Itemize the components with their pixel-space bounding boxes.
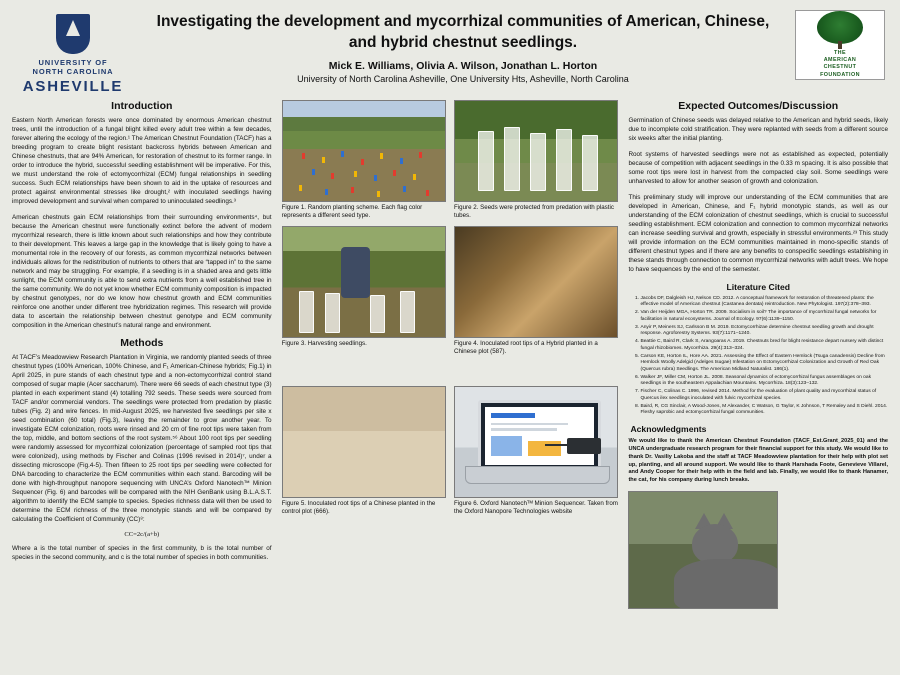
page-title: Investigating the development and mycorrhizal communities of American, Chinese, and hybrid chestnut seedlings. xyxy=(156,13,770,51)
unc-logo-line2: NORTH CAROLINA xyxy=(32,67,114,77)
figure-cat xyxy=(628,491,778,609)
chestnut-tree-icon xyxy=(817,11,863,44)
unc-shield-icon xyxy=(56,14,90,54)
poster-columns xyxy=(12,100,888,665)
cat-body xyxy=(674,559,779,609)
title-block xyxy=(134,8,792,84)
author-list: Mick E. Williams, Olivia A. Wilson, Jonathan L. Horton xyxy=(328,59,598,72)
figure-5-image xyxy=(282,386,446,498)
figure-4 xyxy=(454,226,618,356)
column-left xyxy=(12,100,272,665)
laptop-illustration xyxy=(478,400,601,472)
figure-2-caption: Figure 2. Seeds were protected from predation with plastic tubes. xyxy=(454,204,614,220)
list-item: 6. Walker JF, Miller CM, Horton JL. 2008. Seasonal dynamics of ectomycorrhizal fungus assemblages on oak seedlings in the southeastern Appalachian Mountains. Mycorrhiza. 18(3):123–132. xyxy=(640,375,888,388)
methods-paragraph-1: At TACF’s Meadowview Research Plantation in Virginia, we randomly planted seeds of three chestnut types (100% American, 100% Chinese, and F₁ American-Chinese hybrids; Fig.1) in April 2025, in pure stands of each chestnut type and a non-ectomycorrhizal control stand composed of sugar maple (Acer saccharum). There were 66 seeds of each chestnut type (3) planted in each experiment stand (4) totalling 792 seeds. These seeds were sourced from TACF and/or commercial vendors. The seedlings were protected from predation by plastic tubes (Fig. 2) and wire fences. In mid-August 2025, we harvested five seedlings per site x seed combination (60 total) (Fig.3), leaving the remainder to grow another year. To investigate ECM colonization, roots were rinsed and 20 cm of fine root tips were taken from the top, middle, and bottom sections of the root system.⁵⁶ About 100 root tips per seedling were randomly assessed for mycorrhizal colonization (percentage of sampled root tips that were colonized), using methods by Fischer and Colinas (1996 revised in 2014)⁷, under a dissecting microscope (Fig.4-5). Then fifteen to 25 root tips per seedling were collected for DNA barcoding to characterize the ECM communities within each stand. Barcoding will be done with high-throughput nanopore sequencing with UNCA’s Oxford Nanotech™ Minion Sequencer (Fig. 6) and barcodes will be compared with the NIH GenBank using B.L.A.S.T. algorithm to identify the ECM sample to species. Species richness data will then be used to determine the ECM richness of the three monotypic stands and will be compared by calculating the Coefficient of Community (CC)⁸: xyxy=(12,354,272,523)
column-middle xyxy=(282,100,619,665)
list-item: 3. Anyir P, Meiners SJ, Carlsson B M. 2019. Ectomycorrhizae determine chestnut seedling growth and drought response. Agroforestry Systems. 93(7):1171–1240. xyxy=(640,325,888,338)
acknowledgments-text: We would like to thank the American Chestnut Foundation (TACF_Est.Grant_2025_01) and the UNCA undergraduate research program for their financial support for this study. We would like to thank Dr. Vasiliy Lakoba and the staff at TACF Meadowview plantation for their help with plot set up, planting, and all around support. We would like to thank Harshada Foote, Genevieve Villarel, and Andy Cooper for their help with in the field and lab. Finally, we would like to thank Hanamer, the cat, for his company during lunch breaks. xyxy=(628,438,889,484)
acf-logo-line2: AMERICAN xyxy=(823,57,857,64)
figure-row-2 xyxy=(282,226,619,356)
coefficient-of-community-formula: CC=2c/(a+b) xyxy=(124,531,160,538)
figure-1 xyxy=(282,100,446,220)
section-heading-introduction: Introduction xyxy=(111,100,173,112)
expected-paragraph-3: This preliminary study will improve our understanding of the ECM communities that are developed in American, Chinese, and F₁ hybrid monotypic stands, as well as our understanding of the ECM colonization of chestnut seedlings, which is crucial to successful seedling establishment. ECM colonization and connection to common mycorrhizal networks can increase seedling survival and growth, especially in stressful environments.²³ This study will provide information on the ECM communities maintained in mono-specific stands of different chestnut types and if there are any benefits to conspecific seedlings establishing in these stands through connection to common mycorrhizal networks with adult trees. We hope to have sequences by the end of the semester. xyxy=(628,194,889,273)
list-item: 1. Jacobs DF, Dalgleish HJ, Nelson CD. 2012. A conceptual framework for restoration of threatened plants: the effective model of American chestnut (Castanea dentata) reintroduction. New Phytologist. 197(2):378–393. xyxy=(640,296,888,309)
list-item: 4. Beattie C, Baird R, Clark S, Arangoaras A. 2019. Chestnuts bred for blight resistance depart nursery with distinct fungal rhizobiomes. Mycorrhiza. 29(4):313–324. xyxy=(640,339,888,352)
section-heading-methods: Methods xyxy=(120,337,164,349)
figure-2-image xyxy=(454,100,618,202)
list-item: 2. Van der Heijden MGA, Horton TR. 2009. Socialism in soil? The importance of mycorrhizal fungal networks for facilitation in natural ecosystems. Journal of Ecology. 97(6):1139–1150. xyxy=(640,310,888,323)
column-right xyxy=(628,100,888,665)
literature-cited-list xyxy=(628,296,888,416)
figure-4-caption: Figure 4. Inoculated root tips of a Hybrid planted in a Chinese plot (587). xyxy=(454,340,598,356)
figure-2 xyxy=(454,100,618,220)
cat-photo-image xyxy=(628,491,778,609)
figure-5-caption: Figure 5. Inoculated root tips of a Chinese planted in the control plot (666). xyxy=(281,500,436,516)
section-heading-literature-cited: Literature Cited xyxy=(726,282,790,292)
unc-logo-line3: ASHEVILLE xyxy=(22,77,124,95)
figure-3-caption: Figure 3. Harvesting seedlings. xyxy=(281,340,367,348)
figure-6-image xyxy=(454,386,618,498)
figure-6-caption: Figure 6. Oxford Nanotechᵀᴹ Minion Sequencer. Taken from the Oxford Nanopore Technologies website xyxy=(454,500,618,516)
poster-header xyxy=(12,8,888,100)
list-item: 8. Baird, R, CG Sinclair, A Wood-Jones, M Alexander, C Watson, G Taylor, K Johnson, T Remaley and S Diehl. 2014. Fleshy saprobic and ectomycorrhizal fungal communities. xyxy=(640,404,888,417)
section-heading-expected-outcomes: Expected Outcomes/Discussion xyxy=(678,100,839,112)
acf-logo xyxy=(792,8,888,80)
introduction-paragraph-2: American chestnuts gain ECM relationships from their surrounding environments⁴, but because the American chestnut were functionally extinct before the advent of modern mycorrhizal research, there is little known about such relationships and how they contribute to their development. This leaves a large gap in the knowledge that is likely going to have a monumental role in the recovery of our forests, as common mycorrhizal networks between individuals allows for the redistribution of nutrients to others that are “tapped in” to the same network and may be struggling. For example, if a seedling is in a shaded area and gets little sunlight, the ECM community is able to send extra nutrients from a well established tree in the same community. We do not yet know whether ECM community composition is impacted by chestnut genotypes, nor do we know how chestnut growth and ECM communities reinforce one another under different tree hybridization regimes. This research will provide data to ascertain the relationship between chestnut genotype and ECM community composition in the American chestnut’s natural range and environment. xyxy=(12,214,272,329)
figure-row-3 xyxy=(282,386,619,516)
acf-logo-line1: THE xyxy=(833,49,847,56)
list-item: 7. Fischer C, Colinas C. 1996, revised 2014. Method for the evaluation of plant quality and mycorrhizal status of Quercus ilex seedlings inoculated with fulvic mycorrhizal species. xyxy=(640,389,888,402)
figure-6 xyxy=(454,386,618,516)
expected-paragraph-2: Root systems of harvested seedlings were not as established as expected, potentially because of competition with adjacent seedlings in the 0.33 m spacing. It is also possible that some root tips were lost in harvest from the compacted clay soil. Some seedlings were unharvested to allow for another season of growth and colonization. xyxy=(628,151,889,185)
expected-paragraph-1: Germination of Chinese seeds was delayed relative to the American and hybrid seeds, likely due to incomplete cold stratification. They were replanted with seeds from a different source six weeks after the initial planting. xyxy=(628,117,889,142)
laptop-base xyxy=(465,466,610,483)
list-item: 5. Carson KE, Horton IL, Hore AA. 2021. Assessing the Effect of Eastern Hemlock (Tsuga canadensis) Decline from Hemlock Woolly Adelgid (Adelges tsugae) Infestation on Ectomycorrhizal Colonization and Growth of Red Oak (Quercus rubra) Seedlings. The American Midland Naturalist. 186(1). xyxy=(640,354,888,373)
introduction-paragraph-1: Eastern North American forests were once dominated by enormous American chestnut trees, until the introduction of a fungal blight killed every adult tree within a few decades, forever altering the ecology of the region.¹ The American Chestnut Foundation (TACF) has a breeding program to create blight resistant backcross hybrids between American and Chinese chestnuts, that are 94% American, for restoration of chestnut to its former range. In order to introduce the hybrid, successful seedling establishment will be imperative. For this, we must understand the role of ectomycorrhizal (ECM) fungal relationships in seedling success. Such ECM relationships have been shown to aid in the uptake of resources and protect against environmental stresses like drought,² with inoculated seedlings having improved development and survival when compared to uninoculated seedlings.³ xyxy=(12,117,272,205)
acf-logo-line4: FOUNDATION xyxy=(820,71,860,78)
section-heading-acknowledgments: Acknowledgments xyxy=(630,424,707,435)
figure-1-caption: Figure 1. Random planting scheme. Each flag color represents a different seed type. xyxy=(281,204,423,220)
minion-sequencer-device xyxy=(567,438,601,454)
figure-1-image xyxy=(282,100,446,202)
figure-row-1 xyxy=(282,100,619,220)
affiliation: University of North Carolina Asheville, One University Hts, Asheville, North Carolina xyxy=(297,73,629,84)
figure-4-image xyxy=(454,226,618,338)
figure-3 xyxy=(282,226,446,356)
unc-logo-line1: UNIVERSITY OF xyxy=(38,58,108,67)
figure-5 xyxy=(282,386,446,516)
unc-asheville-logo xyxy=(12,8,134,95)
methods-paragraph-2: Where a is the total number of species in the first community, b is the total number of species in the second community, and c is the total number of species in both communities. xyxy=(12,545,272,561)
figure-3-image xyxy=(282,226,446,338)
acf-logo-line3: CHESTNUT xyxy=(823,64,857,71)
